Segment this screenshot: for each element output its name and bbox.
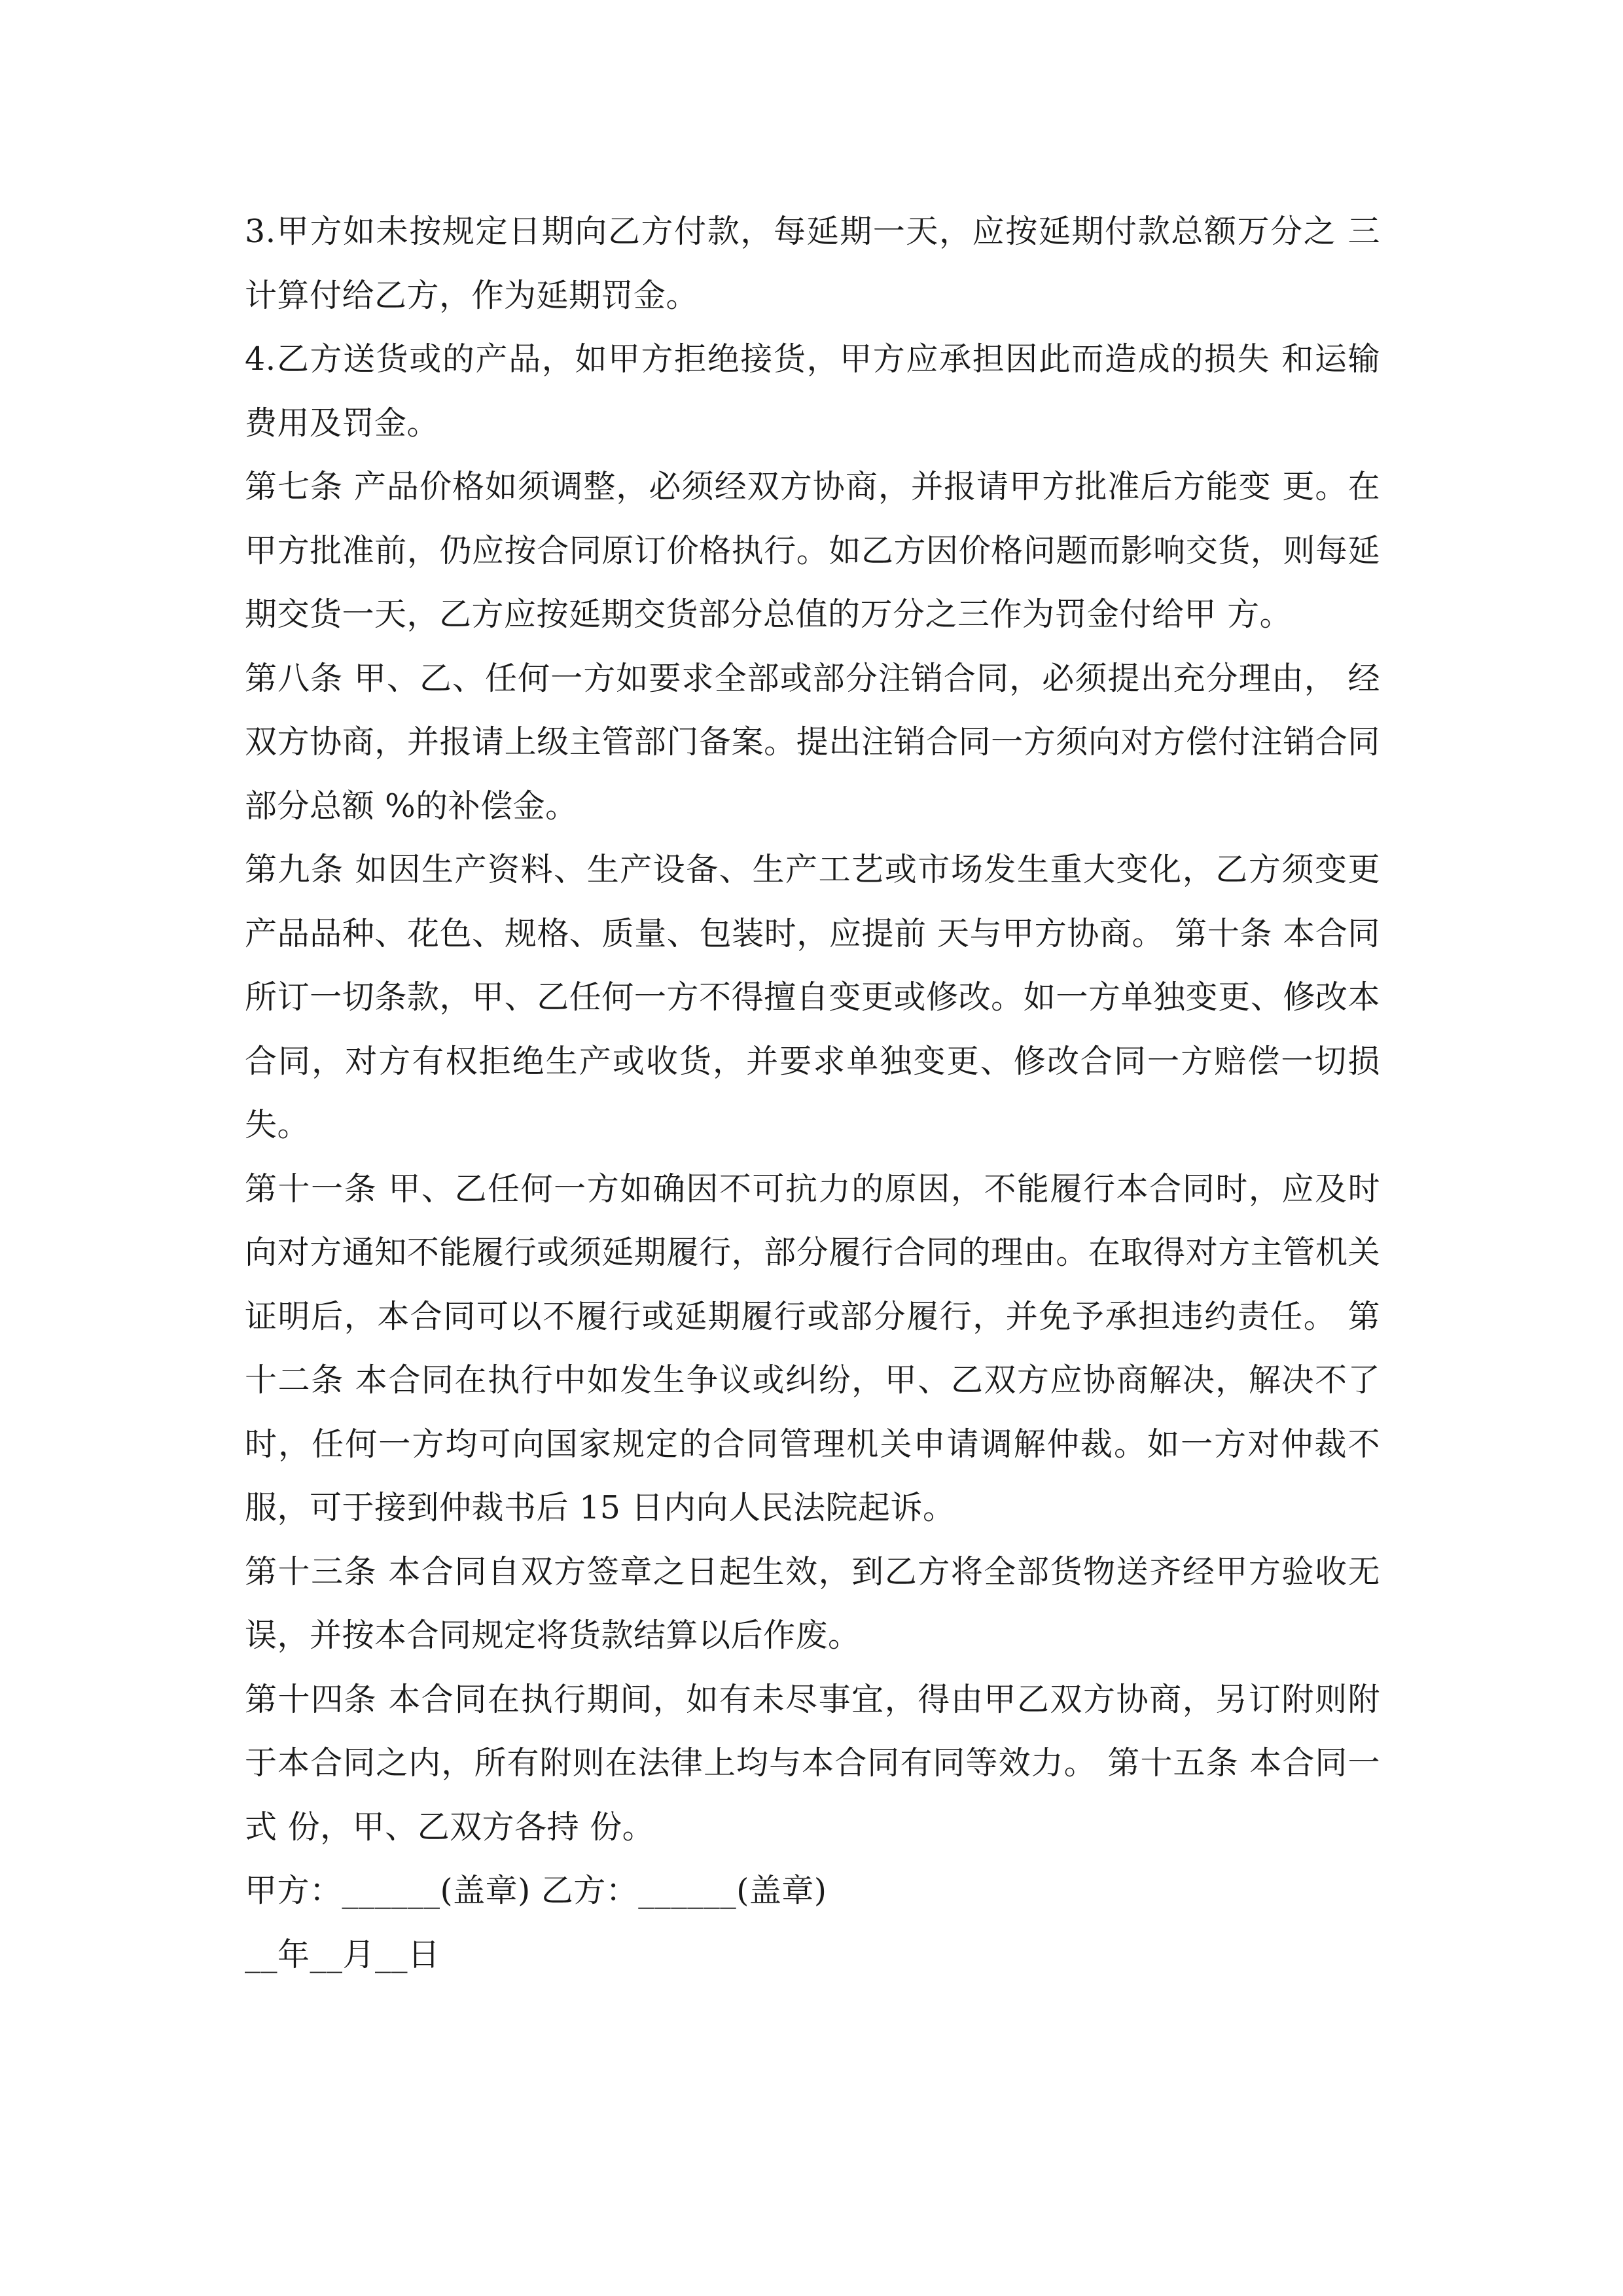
clause-late-payment: 3.甲方如未按规定日期向乙方付款，每延期一天，应按延期付款总额万分之 三计算付给乙方，作为延期罚金。: [245, 213, 1380, 314]
article-11-12: 第十一条 甲、乙任何一方如确因不可抗力的原因，不能履行本合同时，应及时向对方通知不能履行或须延期履行，部分履行合同的理由。在取得对方主管机关证明后，本合同可以不履行或延期履行或部分履行，并免予承担违约责任。 第十二条 本合同在执行中如发生争议或纠纷，甲、乙双方应协商解决，解决不了时，任何一方均可向国家规定的合同管理机关申请调解仲裁。如一方对仲裁不服，可于接到仲裁书后 15 日内向人民法院起诉。: [245, 1170, 1380, 1526]
article-13: 第十三条 本合同自双方签章之日起生效，到乙方将全部货物送齐经甲方验收无误，并按本合同规定将货款结算以后作废。: [245, 1552, 1380, 1654]
contract-body: [245, 200, 1380, 1986]
clause-refused-delivery: 4.乙方送货或的产品，如甲方拒绝接货，甲方应承担因此而造成的损失 和运输费用及罚金。: [245, 340, 1380, 442]
article-14-15: 第十四条 本合同在执行期间，如有未尽事宜，得由甲乙双方协商，另订附则附于本合同之内，所有附则在法律上均与本合同有同等效力。 第十五条 本合同一式 份，甲、乙双方各持 份。: [245, 1680, 1380, 1846]
date-line: __年__月__日: [245, 1935, 440, 1973]
article-9-10: 第九条 如因生产资料、生产设备、生产工艺或市场发生重大变化，乙方须变更产品品种、花色、规格、质量、包装时，应提前 天与甲方协商。 第十条 本合同所订一切条款，甲、乙任何一方不得擅自变更或修改。如一方单独变更、修改本合同，对方有权拒绝生产或收货，并要求单独变更、修改合同一方赔偿一切损失。: [245, 851, 1380, 1143]
signature-line: 甲方：______(盖章) 乙方：______(盖章): [245, 1872, 827, 1909]
article-8: 第八条 甲、乙、任何一方如要求全部或部分注销合同，必须提出充分理由， 经双方协商，并报请上级主管部门备案。提出注销合同一方须向对方偿付注销合同部分总额 %的补偿金。: [245, 659, 1380, 825]
article-7: 第七条 产品价格如须调整，必须经双方协商，并报请甲方批准后方能变 更。在甲方批准前，仍应按合同原订价格执行。如乙方因价格问题而影响交货，则每延期交货一天，乙方应按延期交货部分总值的万分之三作为罚金付给甲 方。: [245, 468, 1380, 633]
